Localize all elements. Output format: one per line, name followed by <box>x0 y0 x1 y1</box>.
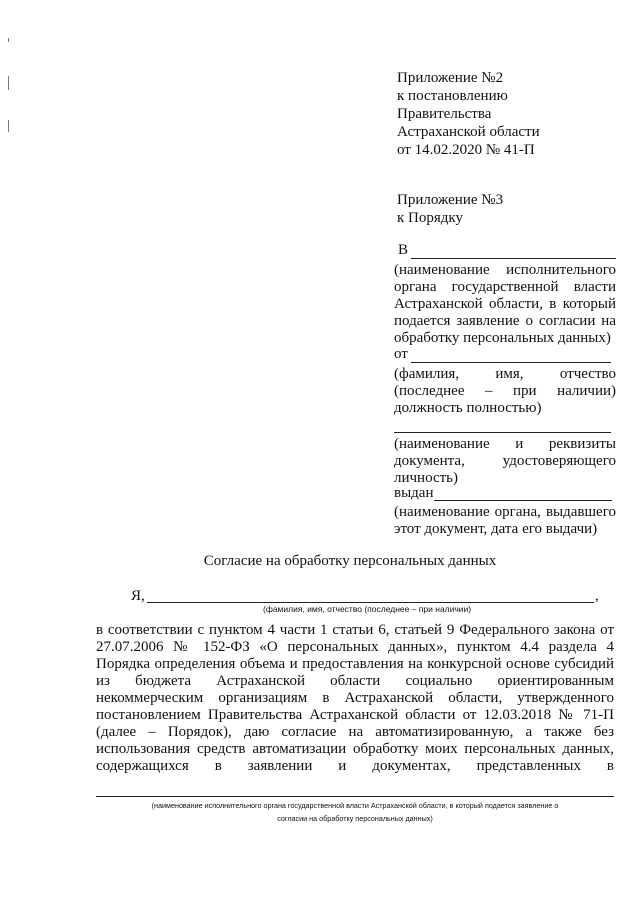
header-line: Астраханской области <box>397 124 540 140</box>
header-line: от 14.02.2020 № 41-П <box>397 142 535 158</box>
hint-line: (последнее – при наличии) <box>394 383 616 399</box>
to-field[interactable] <box>411 258 616 259</box>
hint-line: (наименование органа, выдавшего <box>394 504 616 520</box>
body-line: некоммерческим организациям в Астраханской области, утвержденного <box>96 690 614 706</box>
body-line: 27.07.2006 № 152-ФЗ «О персональных данных», пунктом 4.4 раздела 4 <box>96 639 614 655</box>
full-name-hint: (фамилия, имя, отчество (последнее – при наличии) <box>263 604 472 614</box>
document-field[interactable] <box>394 432 611 433</box>
header-line: к Порядку <box>397 210 463 226</box>
consent-title: Согласие на обработку персональных данных <box>203 553 497 569</box>
appendix-2-header <box>397 70 617 160</box>
hint-line: (наименование исполнительного <box>394 262 616 278</box>
scan-mark <box>8 76 9 90</box>
body-line: содержащихся в заявлении и документах, представленных в <box>96 758 614 774</box>
issued-prefix: выдан <box>394 485 434 501</box>
from-hint <box>394 366 616 417</box>
hint-line: подается заявление о согласии на <box>394 313 616 329</box>
from-prefix: от <box>394 346 408 362</box>
from-field[interactable] <box>411 362 611 363</box>
header-line: Правительства <box>397 106 492 122</box>
body-line: использования средств автоматизации обработку моих персональных данных, <box>96 741 614 757</box>
i-suffix: , <box>595 588 599 604</box>
consent-body <box>96 622 614 775</box>
hint-line: обработку персональных данных) <box>394 330 611 346</box>
document-hint <box>394 436 616 487</box>
scan-mark <box>8 120 9 132</box>
hint-line: (фамилия, имя, отчество <box>394 366 616 382</box>
header-line: к постановлению <box>397 88 508 104</box>
body-line: в соответствии с пунктом 4 части 1 статьи 6, статьей 9 Федерального закона от <box>96 622 614 638</box>
hint-line: этот документ, дата его выдачи) <box>394 521 598 537</box>
i-prefix: Я, <box>131 588 145 604</box>
hint-line: (наименование исполнительного органа государственной власти Астраханской области, в который подается заявление о <box>151 801 559 810</box>
body-line: постановлением Правительства Астраханской области от 12.03.2018 № 71-П <box>96 707 614 723</box>
organ-hint <box>96 799 614 825</box>
to-prefix: В <box>398 242 409 258</box>
hint-line: Астраханской области, в который <box>394 296 616 312</box>
header-line: Приложение №2 <box>397 70 504 86</box>
scan-mark <box>8 38 9 42</box>
hint-line: органа государственной власти <box>394 279 616 295</box>
address-block <box>390 240 616 540</box>
hint-line: (наименование и реквизиты <box>394 436 616 452</box>
hint-line: личность) <box>394 470 459 486</box>
header-line: Приложение №3 <box>397 192 504 208</box>
organ-field[interactable] <box>96 796 614 797</box>
issued-field[interactable] <box>434 500 612 501</box>
hint-line: должность полностью) <box>394 400 542 416</box>
body-line: из бюджета Астраханской области социально ориентированным <box>96 673 614 689</box>
hint-line: документа, удостоверяющего <box>394 453 616 469</box>
full-name-field[interactable] <box>147 602 594 603</box>
to-hint <box>394 262 616 347</box>
body-line: Порядка определения объема и предоставления на конкурсной основе субсидий <box>96 656 614 672</box>
issued-hint <box>394 504 616 538</box>
appendix-3-header <box>397 192 617 228</box>
hint-line: согласии на обработку персональных данных) <box>277 814 433 823</box>
body-line: (далее – Порядок), даю согласие на автоматизированную, а также без <box>96 724 614 740</box>
